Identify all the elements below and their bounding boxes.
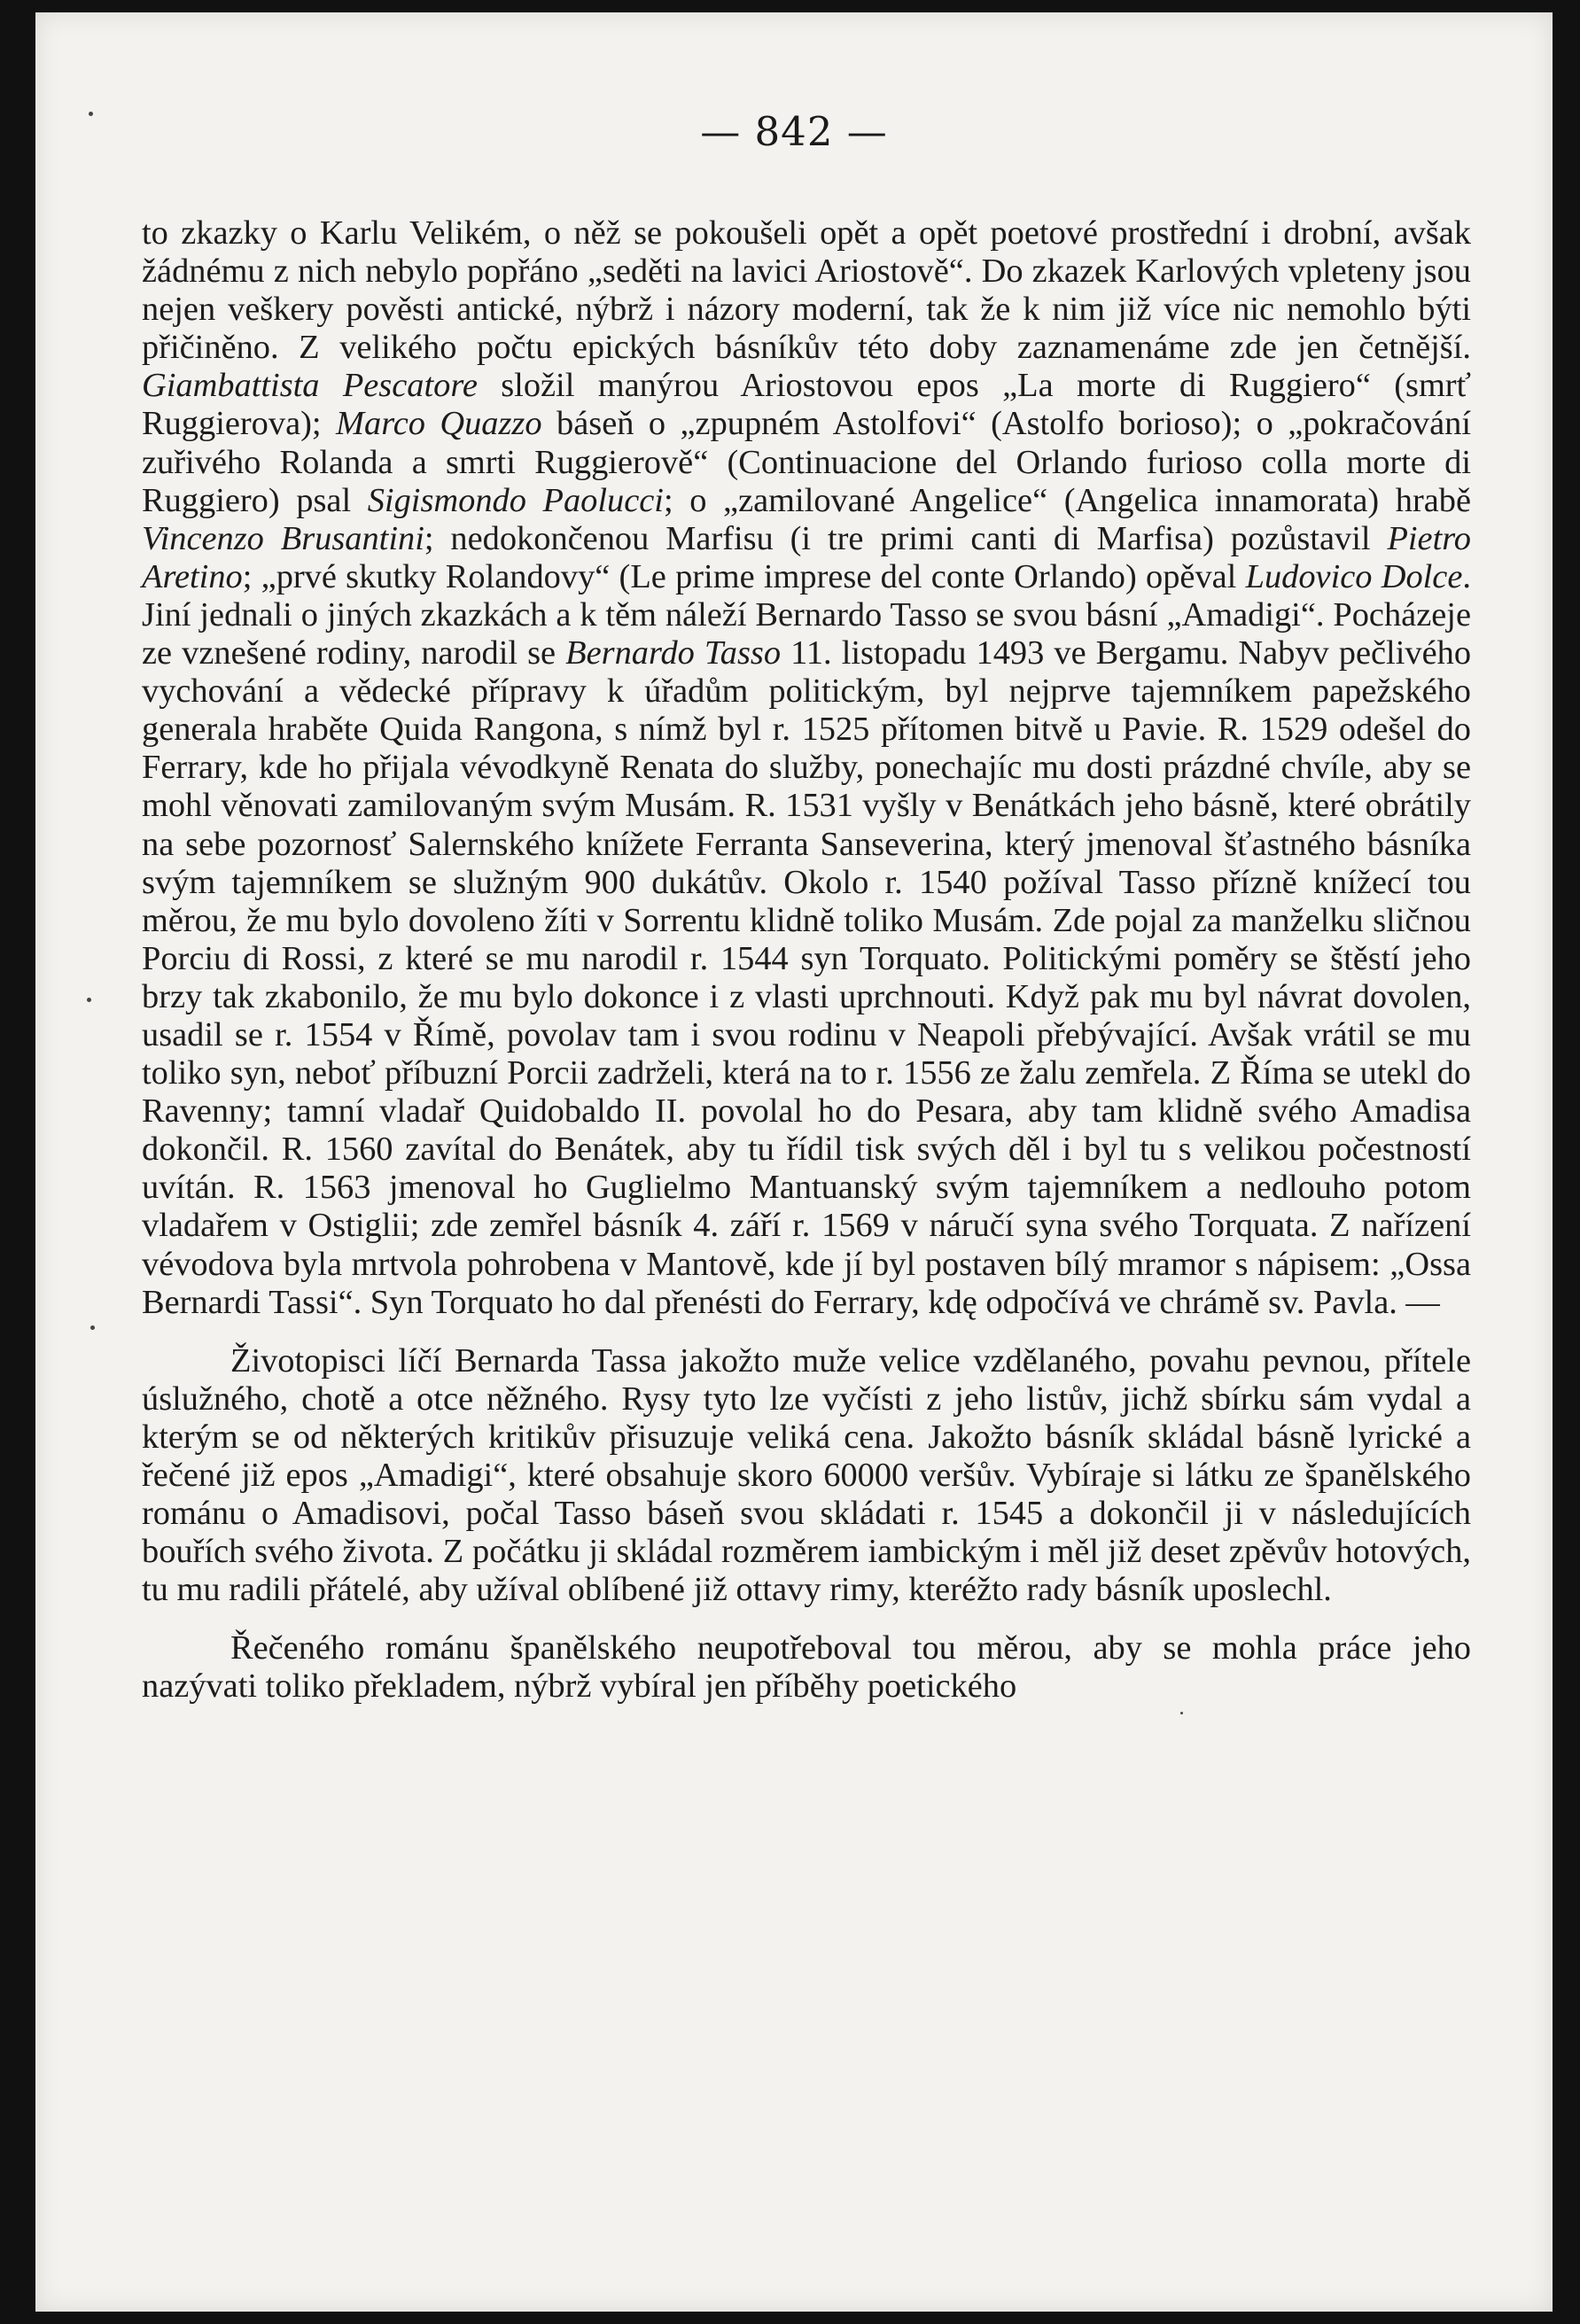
scan-speck (90, 1325, 95, 1330)
scan-speck (1180, 1712, 1183, 1714)
italic-name: Vincenzo Brusantini (142, 519, 424, 557)
italic-name: Pietro Aretino (142, 519, 1471, 595)
page-number: — 842 — (700, 108, 888, 155)
italic-name: Giambattista Pescatore (142, 367, 478, 405)
body-text (142, 214, 1471, 1706)
italic-name: Bernardo Tasso (565, 634, 782, 672)
text-run: ; nedokončenou Marfisu (i tre primi canti di Marfisa) pozůstavil (424, 519, 1388, 557)
scan-speck (89, 112, 93, 116)
text-run: 11. listopadu 1493 ve Bergamu. Nabyv pečlivého vychování a vědecké přípravy k úřadům politickým, byl nejprve tajemníkem papežského generala hraběte Quida Rangona, s nímž byl r. 1525 přítomen bitvě u Pavie. R. 1529 odešel do Ferrary, kde ho přijala vévodkyně Renata do služby, ponechajíc mu dosti prázdné chvíle, aby se mohl věnovati zamilovaným svým Musám. R. 1531 vyšly v Benátkách jeho básně, které obrátily na sebe pozornosť Salernského knížete Ferranta Sanseverina, který jmenoval šťastného básníka svým tajemníkem se služným 900 dukátův. Okolo r. 1540 požíval Tasso přízně knížecí tou měrou, že mu bylo dovoleno žíti v Sorrentu klidně toliko Musám. Zde pojal za manželku sličnou Porciu di Rossi, z které se mu narodil r. 1544 syn Torquato. Politickými poměry se štěstí jeho brzy tak zkabonilo, že mu bylo dokonce i z vlasti uprchnouti. Když pak mu byl návrat dovolen, usadil se r. 1554 v Římě, povolav tam i svou rodinu v Neapoli přebývající. Avšak vrátil se mu toliko syn, neboť příbuzní Porcii zadrželi, která na to r. 1556 ze žalu zemřela. Z Říma se utekl do Ravenny; tamní vladař Quidobaldo II. povolal ho do Pesara, aby tam klidně svého Amadisa dokončil. R. 1560 zavítal do Benátek, aby tu řídil tisk svých děl i byl tu s velikou počestností uvítán. R. 1563 jmenoval ho Guglielmo Mantuanský svým tajemníkem a nedlouho potom vladařem v Ostiglii; zde zemřel básník 4. září r. 1569 v náručí syna svého Torquata. Z nařízení vévodova byla mrtvola pohrobena v Mantově, kde jí byl postaven bílý mramor s nápisem: „Ossa Bernardi Tassi“. Syn Torquato ho dal přenésti do Ferrary, kdę odpočívá ve chrámě sv. Pavla. — (142, 634, 1472, 1321)
italic-name: Marco Quazzo (336, 405, 542, 443)
paragraph-p1 (142, 214, 1471, 1322)
italic-name: Ludovico Dolce (1245, 557, 1463, 595)
paragraph-p2 (142, 1342, 1471, 1610)
text-run: báseň o „zpupném Astolfovi“ (Astolfo borioso); o „pokračování zuřivého Rolanda a smrti Ruggierově“ (Continuacione del Orlando furioso colla morte di Ruggiero) psal (142, 405, 1471, 519)
book-page (35, 12, 1553, 2312)
text-run: ; „prvé skutky Rolandovy“ (Le prime imprese del conte Orlando) opěval (242, 557, 1246, 595)
text-run: to zkazky o Karlu Velikém, o něž se pokoušeli opět a opět poetové prostřední i drobní, avšak žádnému z nich nebylo popřáno „seděti na lavici Ariostově“. Do zkazek Karlových vpleteny jsou nejen veškery pověsti antické, nýbrž i názory moderní, tak že k nim již více nic nemohlo býti přičiněno. Z velikého počtu epických básníkův této doby zaznamenáme zde jen četnější. (142, 214, 1471, 367)
text-run: složil manýrou Ariostovou epos „La morte di Ruggiero“ (smrť Ruggierova); (142, 367, 1471, 443)
italic-name: Sigismondo Paolucci (367, 481, 664, 519)
paragraph-p3 (142, 1629, 1471, 1706)
text-run: . Jiní jednali o jiných zkazkách a k těm náleží Bernardo Tasso se svou básní „Amadigi“. Pocházeje ze vznešené rodiny, narodil se (142, 557, 1471, 672)
text-run: Řečeného románu španělského neupotřeboval tou měrou, aby se mohla práce jeho nazývati toliko překladem, nýbrž vybíral jen příběhy poetického (142, 1629, 1471, 1706)
scan-speck (87, 998, 91, 1002)
text-run: ; o „zamilované Angelice“ (Angelica innamorata) hrabě (663, 481, 1472, 519)
text-run: Životopisci líčí Bernarda Tassa jakožto muže velice vzdělaného, povahu pevnou, přítele úslužného, chotě a otce něžného. Rysy tyto lze vyčísti z jeho listův, jichž sbírku sám vydal a kterým se od některých kritikův přisuzuje veliká cena. Jakožto básník skládal básně lyrické a řečené již epos „Amadigi“, které obsahuje skoro 60000 veršův. Vybíraje si látku ze španělského románu o Amadisovi, počal Tasso báseň svou skládati r. 1545 a dokončil ji v následujících bouřích svého života. Z počátku ji skládal rozměrem iambickým i měl již deset zpěvův hotových, tu mu radili přátelé, aby užíval oblíbené již ottavy rimy, kteréžto rady básník uposlechl. (142, 1341, 1471, 1609)
